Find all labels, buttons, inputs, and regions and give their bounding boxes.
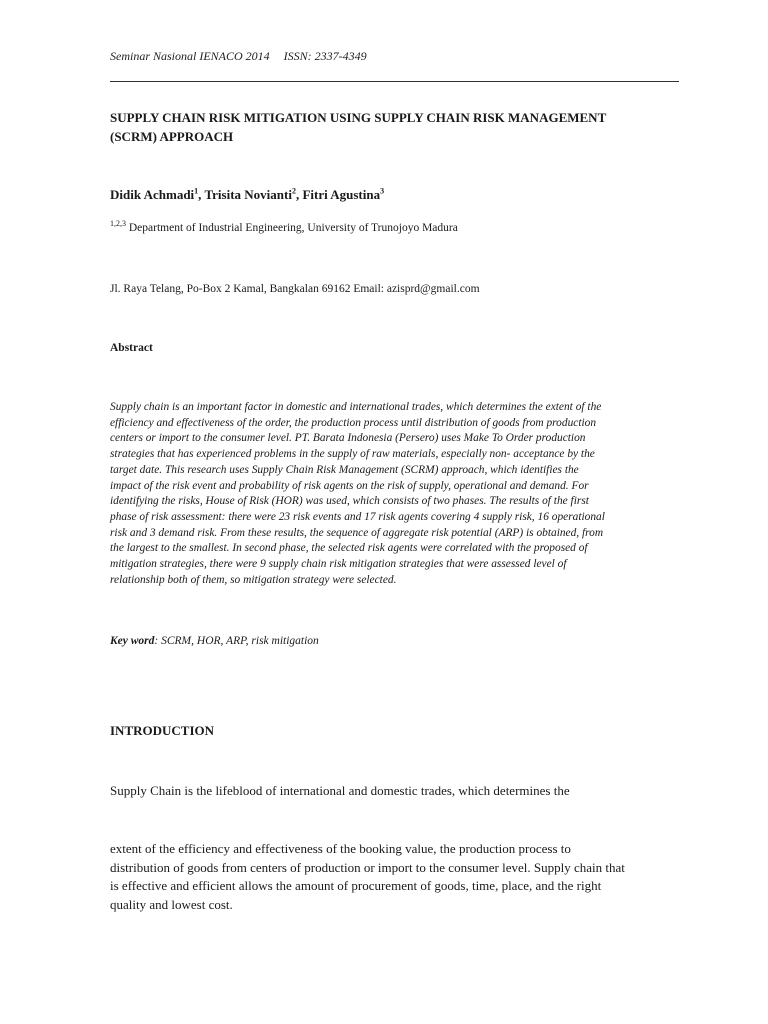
abstract-line: mitigation strategies, there were 9 supply chain risk mitigation strategies that were assessed level of [110, 558, 567, 571]
abstract-line: relationship both of them, so mitigation strategy were selected. [110, 573, 397, 586]
seminar-name: Seminar Nasional IENACO 2014 [110, 49, 270, 63]
abstract-line: target date. This research uses Supply Chain Risk Management (SCRM) approach, which identifies the [110, 463, 579, 476]
paper-title [110, 108, 675, 146]
abstract-line: phase of risk assessment: there were 23 risk events and 17 risk agents covering 4 supply risk, 16 operational [110, 510, 605, 523]
abstract-heading: Abstract [110, 342, 153, 354]
abstract-line: the largest to the smallest. In second phase, the selected risk agents were correlated with the proposed of [110, 542, 588, 555]
issn-number: ISSN: 2337-4349 [283, 49, 367, 63]
author-name: Didik Achmadi [110, 187, 195, 202]
title-line-1: SUPPLY CHAIN RISK MITIGATION USING SUPPLY CHAIN RISK MANAGEMENT [110, 110, 607, 125]
author-affiliation-mark: 2 [291, 186, 296, 196]
abstract-line: risk and 3 demand risk. From these results, the sequence of aggregate risk potential (ARP) is obtained, from [110, 526, 604, 539]
abstract-line: strategies that has experienced problems in the supply of raw materials, especially non- acceptance by the [110, 448, 595, 461]
keywords-text: : SCRM, HOR, ARP, risk mitigation [154, 635, 319, 647]
author-list [110, 187, 384, 203]
keywords [110, 635, 319, 647]
author-affiliation-mark: 3 [380, 186, 385, 196]
author-separator: , [295, 187, 303, 202]
introduction-paragraph-1 [110, 782, 680, 801]
affiliation-text: Department of Industrial Engineering, University of Trunojoyo Madura [126, 222, 458, 234]
paragraph-line: distribution of goods from centers of production or import to the consumer level. Supply chain that [110, 859, 625, 875]
affiliation [110, 219, 458, 234]
header-rule [110, 81, 679, 82]
keywords-label: Key word [110, 635, 155, 647]
abstract-line: efficiency and effectiveness of the order, the production process until distribution of goods from production [110, 416, 597, 429]
running-header [110, 49, 367, 64]
author-separator: , [198, 187, 205, 202]
paragraph-line: extent of the efficiency and effectiveness of the booking value, the production process to [110, 841, 571, 856]
address-line: Jl. Raya Telang, Po-Box 2 Kamal, Bangkalan 69162 Email: azisprd@gmail.com [110, 283, 480, 295]
paragraph-line: Supply Chain is the lifeblood of international and domestic trades, which determines the [110, 783, 570, 798]
title-line-2: (SCRM) APPROACH [110, 129, 234, 144]
author-name: Fitri Agustina [302, 187, 381, 202]
paragraph-line: quality and lowest cost. [110, 897, 233, 913]
introduction-heading: INTRODUCTION [110, 723, 215, 738]
abstract-line: Supply chain is an important factor in domestic and international trades, which determines the extent of the [110, 401, 602, 413]
author-affiliation-mark: 1 [194, 186, 199, 196]
affiliation-mark: 1,2,3 [110, 219, 126, 229]
abstract-line: impact of the risk event and probability of risk agents on the risk of supply, operational and demand. For [110, 479, 589, 492]
paragraph-line: is effective and efficient allows the amount of procurement of goods, time, place, and the right [110, 878, 602, 894]
introduction-paragraph-2 [110, 840, 680, 915]
abstract-line: identifying the risks, House of Risk (HOR) was used, which consists of two phases. The results of the first [110, 495, 589, 508]
abstract-body [110, 400, 675, 588]
author-name: Trisita Novianti [204, 187, 292, 202]
abstract-line: centers or import to the consumer level. PT. Barata Indonesia (Persero) uses Make To Order production [110, 432, 586, 445]
